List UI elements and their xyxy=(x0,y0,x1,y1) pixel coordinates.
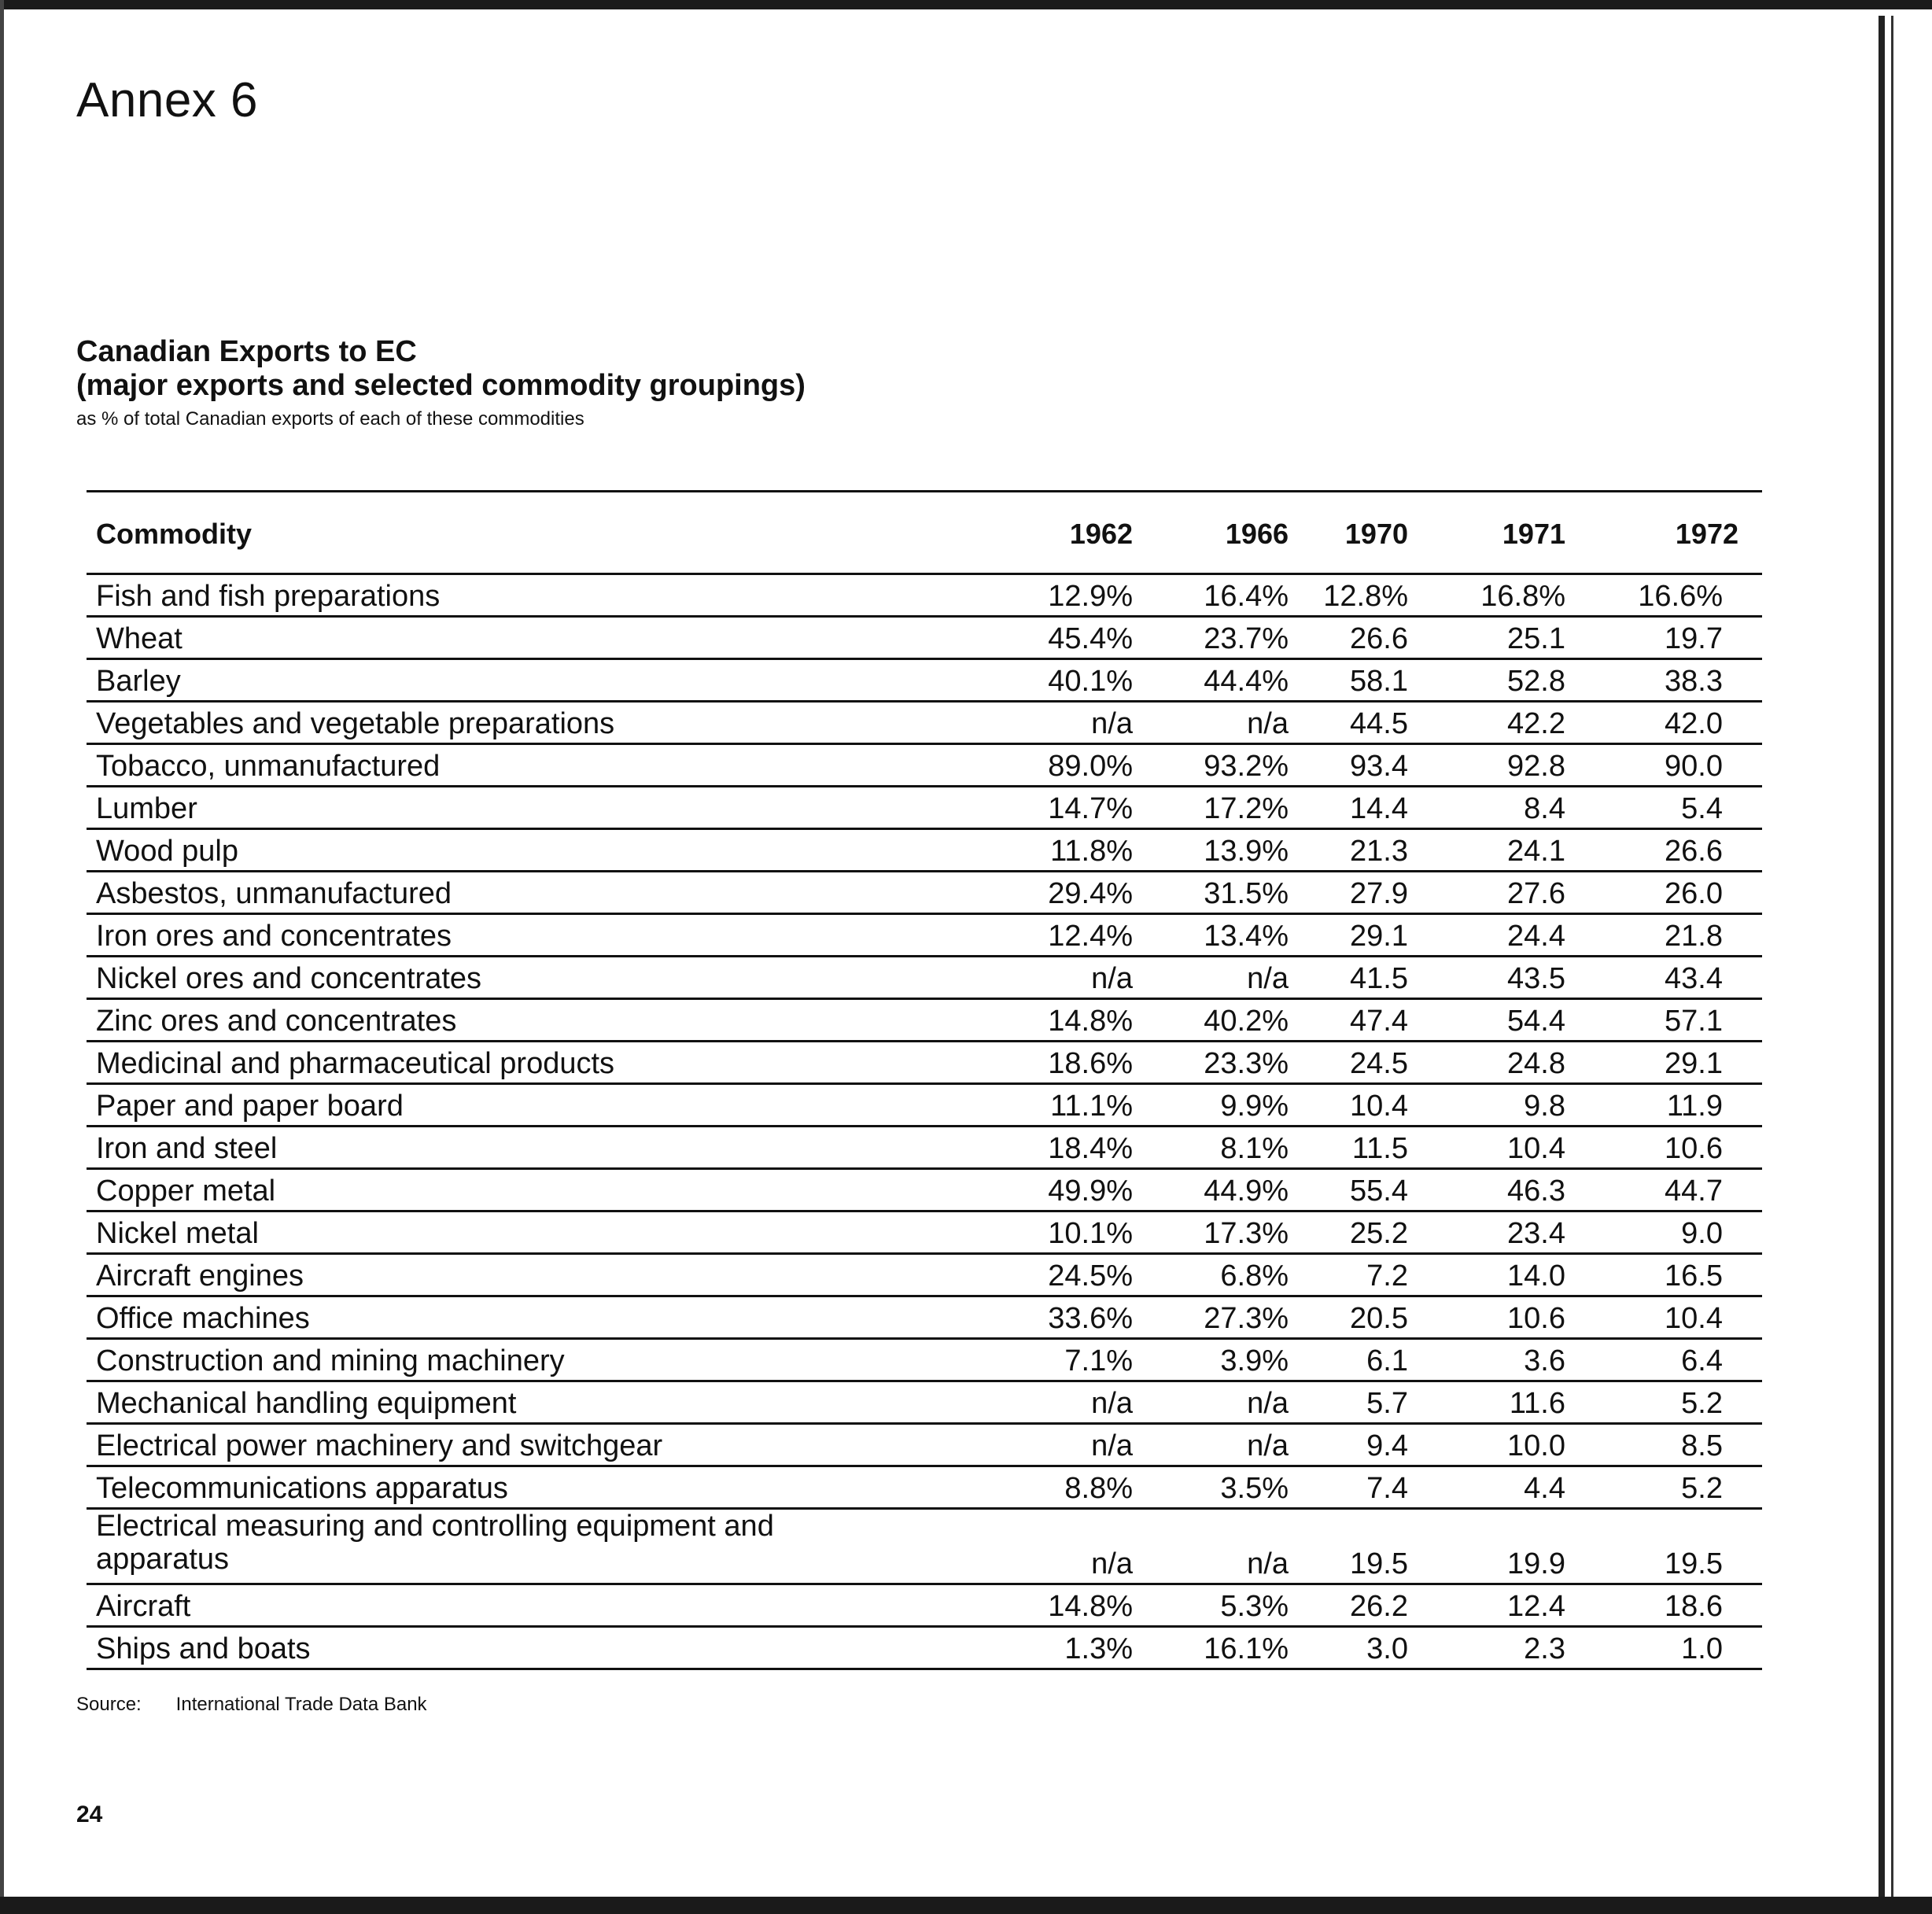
value-1971: 12.4 xyxy=(1507,1590,1565,1623)
value-1962: n/a xyxy=(1091,1429,1133,1462)
value-1972: 29.1 xyxy=(1665,1047,1723,1080)
commodity-name: Aircraft engines xyxy=(96,1259,304,1293)
value-1971: 24.8 xyxy=(1507,1047,1565,1080)
value-1971: 46.3 xyxy=(1507,1175,1565,1208)
value-1966: 8.1% xyxy=(1220,1132,1289,1165)
value-1966: 17.2% xyxy=(1204,792,1289,825)
value-1972: 42.0 xyxy=(1665,707,1723,740)
value-1972: 26.0 xyxy=(1665,877,1723,910)
value-1972: 21.8 xyxy=(1665,920,1723,953)
commodity-name: Fish and fish preparations xyxy=(96,580,441,613)
value-1971: 92.8 xyxy=(1507,750,1565,783)
value-1970: 58.1 xyxy=(1350,665,1408,698)
commodity-name: Aircraft xyxy=(96,1590,191,1623)
value-1971: 27.6 xyxy=(1507,877,1565,910)
table-row xyxy=(87,1255,1762,1297)
table-row xyxy=(87,618,1762,660)
page-number: 24 xyxy=(76,1802,103,1827)
table-row xyxy=(87,1000,1762,1042)
value-1966: 93.2% xyxy=(1204,750,1289,783)
value-1970: 93.4 xyxy=(1350,750,1408,783)
value-1962: n/a xyxy=(1091,1547,1133,1580)
value-1962: 12.4% xyxy=(1048,920,1133,953)
table-row xyxy=(87,1628,1762,1670)
scan-border-left xyxy=(0,0,4,1914)
scan-border-top xyxy=(0,0,1932,9)
commodity-name: Iron and steel xyxy=(96,1132,278,1165)
value-1970: 26.2 xyxy=(1350,1590,1408,1623)
value-1972: 9.0 xyxy=(1681,1217,1723,1250)
value-1962: 11.8% xyxy=(1050,835,1133,868)
commodity-name: Office machines xyxy=(96,1302,310,1335)
commodity-name: Nickel metal xyxy=(96,1217,259,1250)
table-row xyxy=(87,575,1762,618)
commodity-name: Paper and paper board xyxy=(96,1090,404,1123)
value-1972: 19.7 xyxy=(1665,622,1723,655)
value-1962: 7.1% xyxy=(1064,1344,1133,1377)
value-1971: 4.4 xyxy=(1524,1472,1565,1505)
value-1962: n/a xyxy=(1091,1387,1133,1420)
value-1962: 14.8% xyxy=(1048,1590,1133,1623)
value-1970: 12.8% xyxy=(1323,580,1408,613)
value-1970: 55.4 xyxy=(1350,1175,1408,1208)
value-1972: 11.9 xyxy=(1666,1090,1723,1123)
commodity-name: Telecommunications apparatus xyxy=(96,1472,508,1505)
commodity-name: Nickel ores and concentrates xyxy=(96,962,482,995)
value-1966: 16.1% xyxy=(1204,1632,1289,1665)
value-1971: 16.8% xyxy=(1480,580,1565,613)
value-1970: 3.0 xyxy=(1366,1632,1408,1665)
value-1966: 44.4% xyxy=(1204,665,1289,698)
table-row xyxy=(87,745,1762,787)
value-1962: n/a xyxy=(1091,707,1133,740)
value-1966: n/a xyxy=(1247,1429,1289,1462)
value-1970: 41.5 xyxy=(1350,962,1408,995)
table-body xyxy=(87,575,1762,1670)
value-1970: 25.2 xyxy=(1350,1217,1408,1250)
value-1971: 54.4 xyxy=(1507,1005,1565,1038)
value-1970: 11.5 xyxy=(1351,1132,1408,1165)
value-1972: 19.5 xyxy=(1665,1547,1723,1580)
value-1970: 44.5 xyxy=(1350,707,1408,740)
value-1971: 24.1 xyxy=(1507,835,1565,868)
value-1966: 6.8% xyxy=(1220,1259,1289,1293)
header-1971: 1971 xyxy=(1502,518,1565,550)
value-1966: n/a xyxy=(1247,707,1289,740)
value-1972: 5.2 xyxy=(1681,1472,1723,1505)
value-1972: 5.4 xyxy=(1681,792,1723,825)
table-row xyxy=(87,957,1762,1000)
value-1966: 23.3% xyxy=(1204,1047,1289,1080)
value-1972: 5.2 xyxy=(1681,1387,1723,1420)
value-1972: 16.6% xyxy=(1638,580,1723,613)
table-row xyxy=(87,830,1762,872)
commodity-name: Iron ores and concentrates xyxy=(96,920,452,953)
value-1970: 27.9 xyxy=(1350,877,1408,910)
table-row xyxy=(87,1170,1762,1212)
value-1966: 16.4% xyxy=(1204,580,1289,613)
table-row xyxy=(87,1085,1762,1127)
commodity-name: Tobacco, unmanufactured xyxy=(96,750,441,783)
table-row xyxy=(87,787,1762,830)
value-1972: 16.5 xyxy=(1665,1259,1723,1293)
table-row xyxy=(87,660,1762,703)
value-1972: 8.5 xyxy=(1681,1429,1723,1462)
value-1971: 24.4 xyxy=(1507,920,1565,953)
table-row xyxy=(87,1127,1762,1170)
header-1970: 1970 xyxy=(1344,518,1408,550)
commodity-name: Vegetables and vegetable preparations xyxy=(96,707,615,740)
value-1962: 10.1% xyxy=(1048,1217,1133,1250)
value-1966: n/a xyxy=(1247,1387,1289,1420)
header-1962: 1962 xyxy=(1069,518,1133,550)
value-1970: 9.4 xyxy=(1366,1429,1408,1462)
value-1971: 10.4 xyxy=(1507,1132,1565,1165)
value-1972: 38.3 xyxy=(1665,665,1723,698)
scan-border-bottom xyxy=(0,1897,1932,1914)
source-line xyxy=(76,1694,427,1716)
table-row xyxy=(87,1382,1762,1425)
commodity-name: Zinc ores and concentrates xyxy=(96,1005,457,1038)
value-1971: 2.3 xyxy=(1524,1632,1565,1665)
scan-border-right xyxy=(1879,16,1885,1900)
value-1971: 19.9 xyxy=(1507,1547,1565,1580)
value-1972: 6.4 xyxy=(1681,1344,1723,1377)
table-row xyxy=(87,1340,1762,1382)
value-1970: 21.3 xyxy=(1350,835,1408,868)
value-1970: 14.4 xyxy=(1350,792,1408,825)
value-1972: 18.6 xyxy=(1665,1590,1723,1623)
source-text: International Trade Data Bank xyxy=(175,1694,427,1715)
value-1972: 43.4 xyxy=(1665,962,1723,995)
value-1962: 24.5% xyxy=(1048,1259,1133,1293)
commodity-name: Wheat xyxy=(96,622,183,655)
commodity-name: Asbestos, unmanufactured xyxy=(96,877,452,910)
value-1966: 13.4% xyxy=(1204,920,1289,953)
value-1972: 57.1 xyxy=(1665,1005,1723,1038)
value-1962: 14.7% xyxy=(1048,792,1133,825)
commodity-name: Mechanical handling equipment xyxy=(96,1387,517,1420)
value-1971: 23.4 xyxy=(1507,1217,1565,1250)
value-1970: 19.5 xyxy=(1350,1547,1408,1580)
value-1966: n/a xyxy=(1247,962,1289,995)
value-1970: 10.4 xyxy=(1350,1090,1408,1123)
table-row xyxy=(87,1425,1762,1467)
value-1970: 47.4 xyxy=(1350,1005,1408,1038)
table-top-rule xyxy=(87,490,1762,492)
value-1962: 33.6% xyxy=(1048,1302,1133,1335)
table-row xyxy=(87,1510,1762,1585)
source-label: Source: xyxy=(76,1694,142,1715)
value-1971: 8.4 xyxy=(1524,792,1565,825)
commodity-name: Lumber xyxy=(96,792,197,825)
value-1971: 3.6 xyxy=(1524,1344,1565,1377)
value-1962: 45.4% xyxy=(1048,622,1133,655)
value-1962: 40.1% xyxy=(1048,665,1133,698)
value-1971: 9.8 xyxy=(1524,1090,1565,1123)
value-1970: 20.5 xyxy=(1350,1302,1408,1335)
value-1966: 31.5% xyxy=(1204,877,1289,910)
table-row xyxy=(87,703,1762,745)
value-1972: 10.4 xyxy=(1665,1302,1723,1335)
value-1966: 17.3% xyxy=(1204,1217,1289,1250)
value-1962: 1.3% xyxy=(1064,1632,1133,1665)
table-row xyxy=(87,1042,1762,1085)
commodity-name: Electrical power machinery and switchgear xyxy=(96,1429,663,1462)
value-1962: 11.1% xyxy=(1050,1090,1133,1123)
table-header xyxy=(87,510,1762,557)
value-1972: 44.7 xyxy=(1665,1175,1723,1208)
value-1972: 10.6 xyxy=(1665,1132,1723,1165)
value-1966: 13.9% xyxy=(1204,835,1289,868)
value-1972: 26.6 xyxy=(1665,835,1723,868)
scan-margin-right xyxy=(1891,16,1932,1900)
commodity-name: Construction and mining machinery xyxy=(96,1344,565,1377)
table-row xyxy=(87,1585,1762,1628)
value-1971: 10.0 xyxy=(1507,1429,1565,1462)
value-1971: 10.6 xyxy=(1507,1302,1565,1335)
value-1962: 18.4% xyxy=(1048,1132,1133,1165)
header-1966: 1966 xyxy=(1225,518,1289,550)
value-1966: 3.5% xyxy=(1220,1472,1289,1505)
header-commodity: Commodity xyxy=(96,518,252,550)
value-1970: 7.4 xyxy=(1366,1472,1408,1505)
value-1962: 29.4% xyxy=(1048,877,1133,910)
value-1962: 8.8% xyxy=(1064,1472,1133,1505)
value-1971: 52.8 xyxy=(1507,665,1565,698)
value-1962: 49.9% xyxy=(1048,1175,1133,1208)
value-1971: 11.6 xyxy=(1509,1387,1565,1420)
value-1966: 9.9% xyxy=(1220,1090,1289,1123)
value-1971: 42.2 xyxy=(1507,707,1565,740)
table-title: Canadian Exports to EC xyxy=(76,335,417,368)
value-1966: 44.9% xyxy=(1204,1175,1289,1208)
value-1970: 6.1 xyxy=(1366,1344,1408,1377)
value-1972: 1.0 xyxy=(1681,1632,1723,1665)
value-1966: 3.9% xyxy=(1220,1344,1289,1377)
table-subtitle: (major exports and selected commodity groupings) xyxy=(76,369,806,402)
value-1966: 5.3% xyxy=(1220,1590,1289,1623)
value-1962: 12.9% xyxy=(1048,580,1133,613)
value-1970: 29.1 xyxy=(1350,920,1408,953)
value-1970: 26.6 xyxy=(1350,622,1408,655)
value-1971: 14.0 xyxy=(1507,1259,1565,1293)
value-1962: 18.6% xyxy=(1048,1047,1133,1080)
value-1972: 90.0 xyxy=(1665,750,1723,783)
table-row xyxy=(87,1297,1762,1340)
value-1966: 27.3% xyxy=(1204,1302,1289,1335)
value-1966: 40.2% xyxy=(1204,1005,1289,1038)
table-row xyxy=(87,1212,1762,1255)
table-note: as % of total Canadian exports of each of these commodities xyxy=(76,408,584,430)
table-row xyxy=(87,915,1762,957)
commodity-name: Wood pulp xyxy=(96,835,238,868)
value-1966: 23.7% xyxy=(1204,622,1289,655)
value-1970: 24.5 xyxy=(1350,1047,1408,1080)
value-1966: n/a xyxy=(1247,1547,1289,1580)
table-row xyxy=(87,1467,1762,1510)
value-1962: n/a xyxy=(1091,962,1133,995)
value-1962: 89.0% xyxy=(1048,750,1133,783)
value-1962: 14.8% xyxy=(1048,1005,1133,1038)
header-1972: 1972 xyxy=(1675,518,1738,550)
commodity-name: Medicinal and pharmaceutical products xyxy=(96,1047,615,1080)
commodity-name: Barley xyxy=(96,665,181,698)
value-1971: 25.1 xyxy=(1507,622,1565,655)
commodity-name: Copper metal xyxy=(96,1175,276,1208)
commodity-name: Electrical measuring and controlling equipment and apparatus xyxy=(96,1510,774,1576)
table-row xyxy=(87,872,1762,915)
value-1970: 7.2 xyxy=(1366,1259,1408,1293)
commodity-name: Ships and boats xyxy=(96,1632,311,1665)
value-1971: 43.5 xyxy=(1507,962,1565,995)
value-1970: 5.7 xyxy=(1366,1387,1408,1420)
annex-heading: Annex 6 xyxy=(76,73,259,127)
